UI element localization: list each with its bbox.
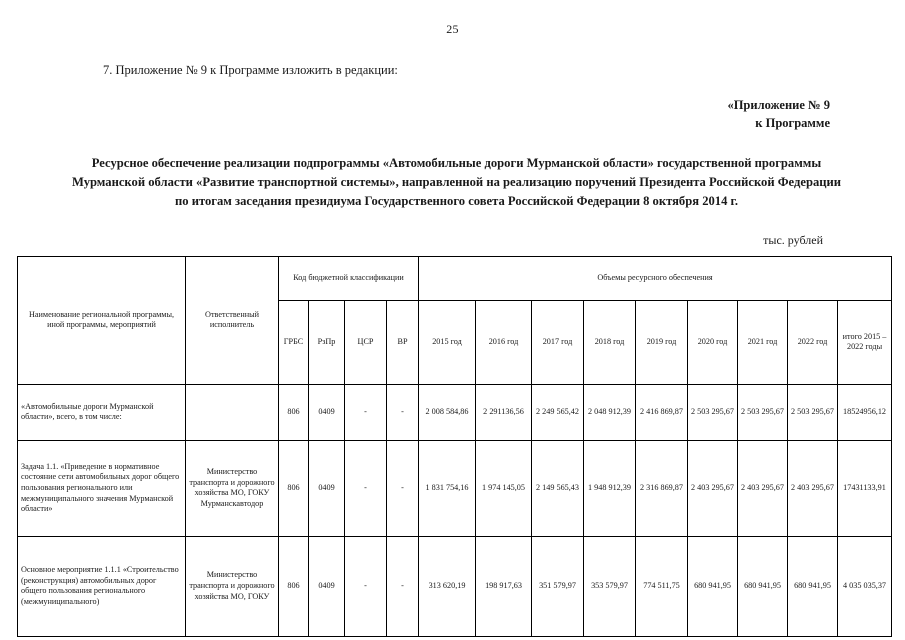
col-header-year-2020: 2020 год	[688, 300, 738, 384]
row-grbs: 806	[279, 440, 309, 536]
row-2020: 680 941,95	[688, 536, 738, 636]
row-rzpr: 0409	[309, 384, 345, 440]
table-row	[18, 440, 892, 536]
row-2019: 774 511,75	[636, 536, 688, 636]
row-2021: 680 941,95	[738, 536, 788, 636]
row-2022: 2 403 295,67	[788, 440, 838, 536]
row-2022: 680 941,95	[788, 536, 838, 636]
row-2021: 2 403 295,67	[738, 440, 788, 536]
row-grbs: 806	[279, 384, 309, 440]
resource-table	[17, 256, 892, 637]
appendix-line-1: «Приложение № 9	[727, 98, 830, 112]
row-2016: 1 974 145,05	[476, 440, 532, 536]
row-total: 4 035 035,37	[838, 536, 892, 636]
row-vr: -	[387, 384, 419, 440]
row-rzpr: 0409	[309, 536, 345, 636]
col-header-volumes-group: Объемы ресурсного обеспечения	[419, 256, 892, 300]
row-2020: 2 403 295,67	[688, 440, 738, 536]
table-row	[18, 536, 892, 636]
col-header-grbs: ГРБС	[279, 300, 309, 384]
row-csr: -	[345, 440, 387, 536]
row-csr: -	[345, 384, 387, 440]
appendix-reference	[0, 96, 830, 132]
row-name: Задача 1.1. «Приведение в нормативное состояние сети автомобильных дорог общего пользования регионального или межмуниципального значения Мурманской области»	[18, 440, 186, 536]
col-header-executor: Ответственный исполнитель	[186, 256, 279, 384]
row-2015: 313 620,19	[419, 536, 476, 636]
row-2017: 351 579,97	[532, 536, 584, 636]
row-2019: 2 416 869,87	[636, 384, 688, 440]
units-label: тыс. рублей	[763, 232, 823, 247]
page-number: 25	[446, 22, 459, 36]
row-total: 17431133,91	[838, 440, 892, 536]
row-2016: 198 917,63	[476, 536, 532, 636]
col-header-vr: ВР	[387, 300, 419, 384]
row-2018: 353 579,97	[584, 536, 636, 636]
row-vr: -	[387, 536, 419, 636]
row-2017: 2 249 565,42	[532, 384, 584, 440]
row-total: 18524956,12	[838, 384, 892, 440]
row-2017: 2 149 565,43	[532, 440, 584, 536]
row-executor	[186, 384, 279, 440]
col-header-budget-code-group: Код бюджетной классификации	[279, 256, 419, 300]
row-csr: -	[345, 536, 387, 636]
col-header-year-2022: 2022 год	[788, 300, 838, 384]
col-header-year-2015: 2015 год	[419, 300, 476, 384]
row-name: Основное мероприятие 1.1.1 «Строительство (реконструкция) автомобильных дорог общего пользования регионального (межмуниципального)	[18, 536, 186, 636]
row-2022: 2 503 295,67	[788, 384, 838, 440]
col-header-year-2016: 2016 год	[476, 300, 532, 384]
page-title: Ресурсное обеспечение реализации подпрограммы «Автомобильные дороги Мурманской области» государственной программы Мурманской области «Развитие транспортной системы», направленной на реализацию поручений Президента Российской Федерации по итогам заседания президиума Государственного совета Российской Федерации 8 октября 2014 г.	[71, 156, 842, 209]
row-vr: -	[387, 440, 419, 536]
col-header-year-2018: 2018 год	[584, 300, 636, 384]
row-2018: 2 048 912,39	[584, 384, 636, 440]
col-header-total: итого 2015 – 2022 годы	[838, 300, 892, 384]
table-header-row-1	[18, 256, 892, 300]
col-header-year-2021: 2021 год	[738, 300, 788, 384]
row-name: «Автомобильные дороги Мурманской области», всего, в том числе:	[18, 384, 186, 440]
row-executor: Министерство транспорта и дорожного хозяйства МО, ГОКУ	[186, 536, 279, 636]
row-2021: 2 503 295,67	[738, 384, 788, 440]
intro-paragraph: 7. Приложение № 9 к Программе изложить в редакции:	[103, 63, 398, 77]
col-header-csr: ЦСР	[345, 300, 387, 384]
col-header-year-2017: 2017 год	[532, 300, 584, 384]
table-row	[18, 384, 892, 440]
row-2019: 2 316 869,87	[636, 440, 688, 536]
col-header-rzpr: РзПр	[309, 300, 345, 384]
col-header-year-2019: 2019 год	[636, 300, 688, 384]
col-header-name: Наименование региональной программы, иной программы, мероприятий	[18, 256, 186, 384]
row-executor: Министерство транспорта и дорожного хозяйства МО, ГОКУ Мурманскавтодор	[186, 440, 279, 536]
row-2015: 1 831 754,16	[419, 440, 476, 536]
row-2018: 1 948 912,39	[584, 440, 636, 536]
row-2016: 2 291136,56	[476, 384, 532, 440]
row-2020: 2 503 295,67	[688, 384, 738, 440]
appendix-line-2: к Программе	[755, 116, 830, 131]
row-rzpr: 0409	[309, 440, 345, 536]
row-2015: 2 008 584,86	[419, 384, 476, 440]
row-grbs: 806	[279, 536, 309, 636]
